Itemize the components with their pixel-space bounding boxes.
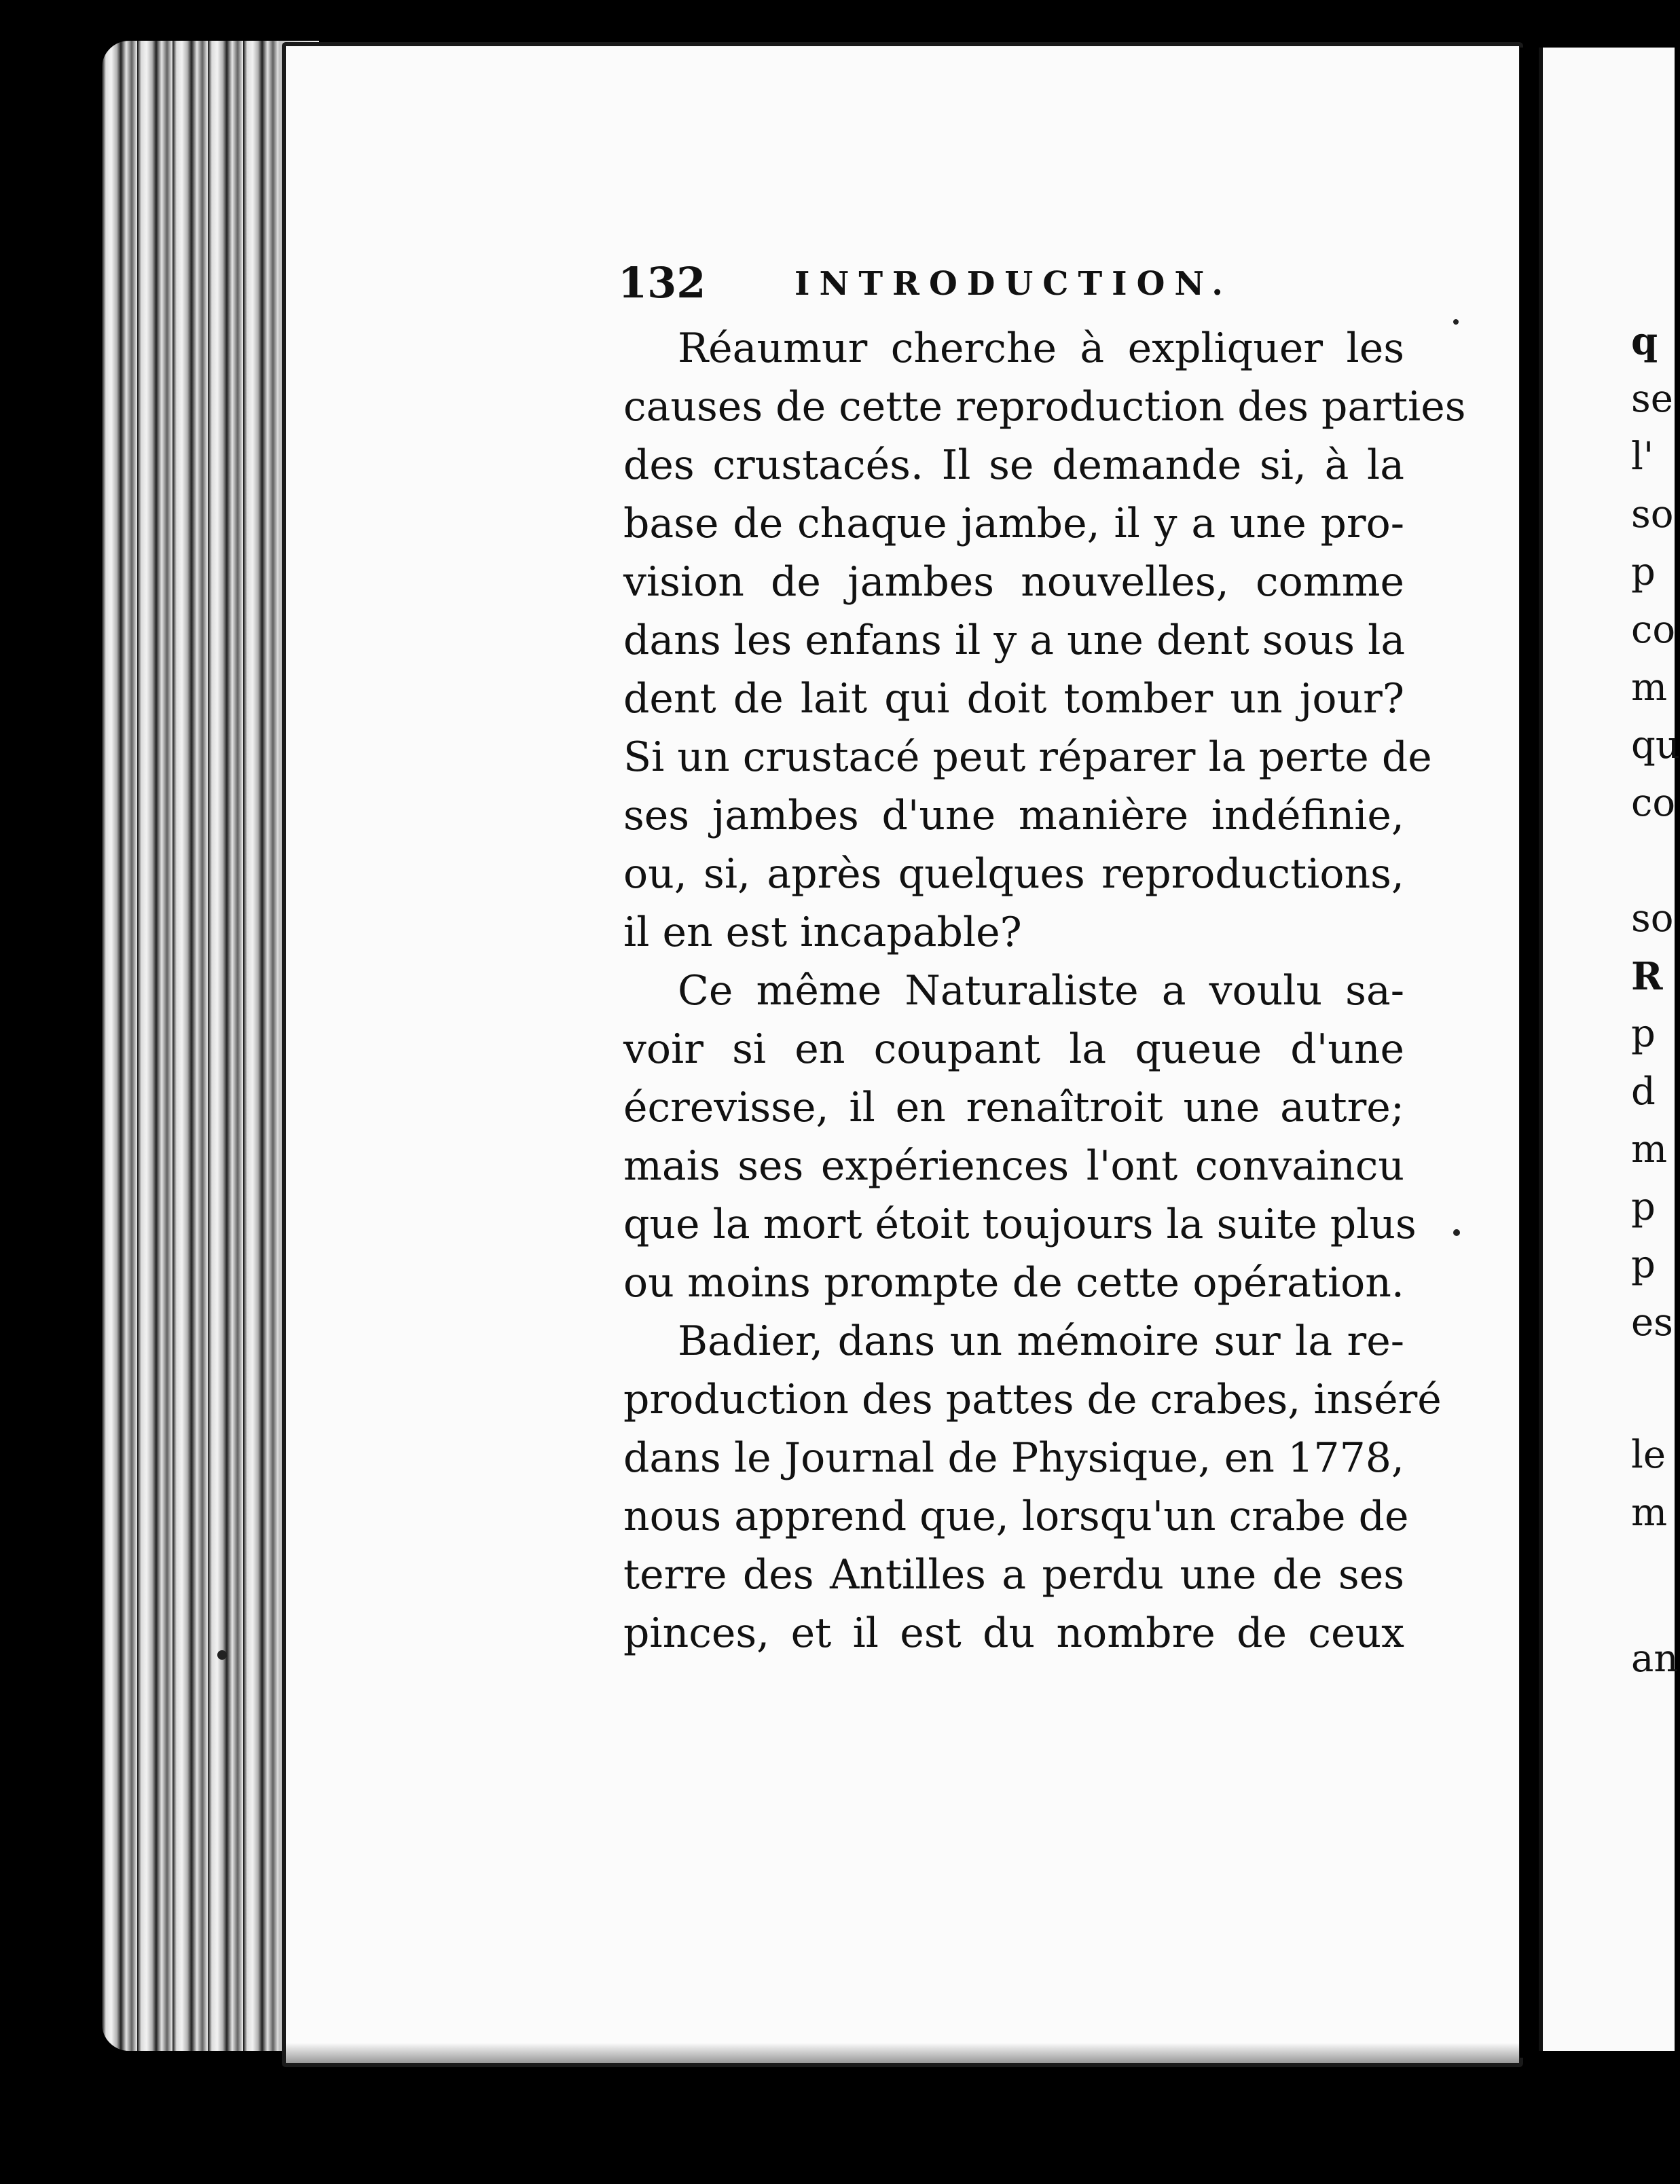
- text-line: dans le Journal de Physique, en 1778,: [623, 1434, 1404, 1482]
- text-line: nous apprend que, lorsqu'un crabe de: [623, 1493, 1409, 1540]
- text-line: dent de lait qui doit tomber un jour?: [623, 675, 1404, 723]
- adjacent-page: [1539, 48, 1680, 2051]
- running-head: [618, 258, 1399, 319]
- adjacent-fragment: so: [1631, 492, 1674, 536]
- adjacent-fragment: le: [1631, 1433, 1666, 1477]
- text-line: Ce même Naturaliste a voulu sa-: [678, 967, 1404, 1015]
- adjacent-fragment: co: [1631, 608, 1676, 652]
- page-number: 132: [618, 258, 706, 308]
- adjacent-fragment: R: [1631, 954, 1663, 999]
- text-line: base de chaque jambe, il y a une pro-: [623, 500, 1404, 547]
- text-line: des crustacés. Il se demande si, à la: [623, 441, 1404, 489]
- adjacent-fragment: q: [1631, 319, 1658, 364]
- adjacent-fragment: qu: [1631, 723, 1680, 767]
- text-line: terre des Antilles a perdu une de ses: [623, 1551, 1404, 1599]
- adjacent-fragment: l': [1631, 435, 1654, 479]
- text-line: voir si en coupant la queue d'une: [623, 1025, 1404, 1073]
- adjacent-fragment: p: [1631, 1185, 1656, 1229]
- adjacent-fragment: m: [1631, 1127, 1668, 1171]
- text-line: ses jambes d'une manière indéfinie,: [623, 792, 1404, 839]
- adjacent-fragment: an: [1631, 1637, 1679, 1681]
- adjacent-fragment: d: [1631, 1070, 1656, 1114]
- text-line: Si un crustacé peut réparer la perte de: [623, 733, 1432, 781]
- ink-speck: [1453, 319, 1459, 325]
- adjacent-fragment: co: [1631, 781, 1676, 825]
- text-line: pinces, et il est du nombre de ceux: [623, 1609, 1404, 1657]
- adjacent-fragment: p: [1631, 550, 1656, 594]
- text-line: écrevisse, il en renaîtroit une autre;: [623, 1084, 1404, 1131]
- ink-speck: [1453, 1229, 1460, 1236]
- text-line: mais ses expériences l'ont convaincu: [623, 1142, 1404, 1190]
- text-line: dans les enfans il y a une dent sous la: [623, 617, 1406, 664]
- text-line: ou moins prompte de cette opération.: [623, 1259, 1404, 1307]
- adjacent-fragment: es: [1631, 1300, 1673, 1345]
- text-line: ou, si, après quelques reproductions,: [623, 850, 1404, 898]
- text-line: que la mort étoit toujours la suite plus: [623, 1201, 1417, 1248]
- text-line: production des pattes de crabes, inséré: [623, 1376, 1442, 1423]
- adjacent-fragment: p: [1631, 1243, 1656, 1287]
- book-edge: [102, 41, 306, 2051]
- page-gutter: [1520, 48, 1539, 2058]
- text-line: vision de jambes nouvelles, comme: [623, 558, 1404, 606]
- text-line: causes de cette reproduction des parties: [623, 383, 1466, 431]
- ink-speck: [217, 1650, 227, 1660]
- adjacent-fragment: p: [1631, 1012, 1656, 1056]
- text-line: Badier, dans un mémoire sur la re-: [678, 1317, 1404, 1365]
- adjacent-fragment: m: [1631, 666, 1668, 710]
- running-title: INTRODUCTION.: [795, 265, 1232, 303]
- adjacent-fragment: se: [1631, 377, 1673, 421]
- adjacent-fragment: m: [1631, 1491, 1668, 1535]
- adjacent-fragment: so: [1631, 896, 1674, 941]
- text-line: il en est incapable?: [623, 909, 1022, 956]
- text-line: Réaumur cherche à expliquer les: [678, 325, 1404, 372]
